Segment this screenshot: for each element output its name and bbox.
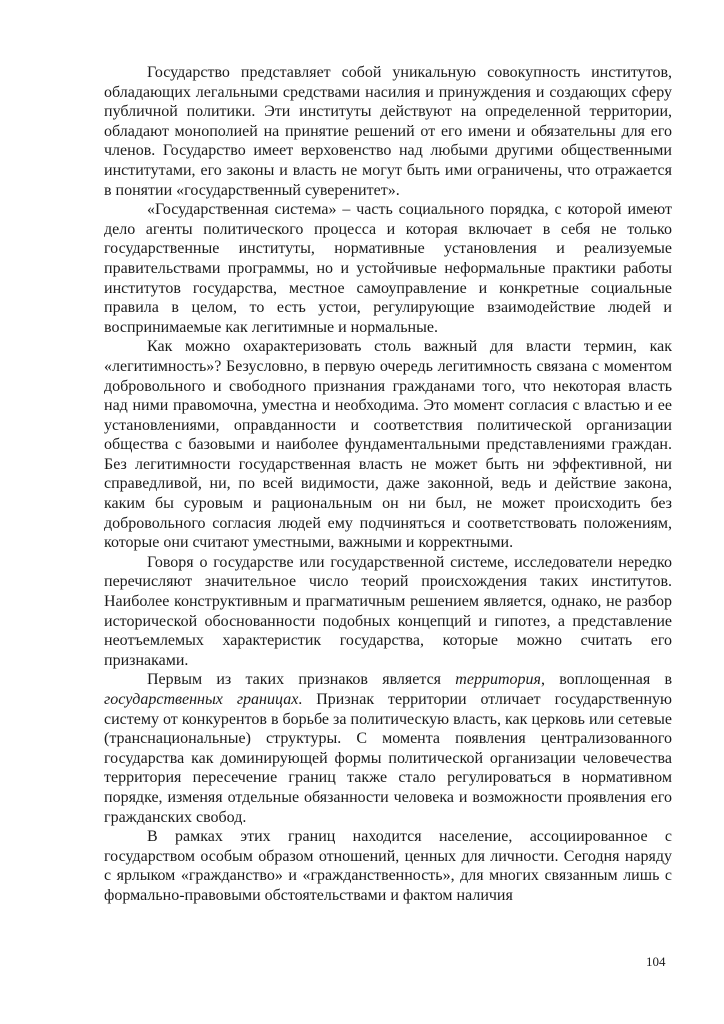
territory-term: территория bbox=[455, 671, 541, 689]
paragraph-state-definition: Государство представляет собой уникальную совокупность институтов, обладающих легальными средствами насилия и принуждения и создающих сферу публичной политики. Эти институты действуют на определенной территории, обладают монополией на принятие решений от его имени и обязательны для его членов. Государство имеет верховенство над любыми другими общественными институтами, его законы и власть не могут быть ими ограничены, что отражается в понятии «государственный суверенитет». bbox=[104, 64, 672, 199]
borders-term: государственных границах bbox=[104, 691, 299, 708]
paragraph-state-system: «Государственная система» – часть социального порядка, с которой имеют дело агенты политического процесса и которая включает в себя не только государственные институты, нормативные установления и реализуемые правительствами программы, но и устойчивые неформальные практики работы институтов государства, местное самоуправление и конкретные социальные правила в целом, то есть устои, регулирующие взаимодействие людей и воспринимаемые как легитимные и нормальные. bbox=[104, 201, 672, 336]
paragraph-state-features: Говоря о государстве или государственной системе, исследователи нередко перечисляют значительное число теорий происхождения таких институтов. Наиболее конструктивным и прагматичным решением является, однако, не разбор исторической обоснованности подобных концепций и гипотез, а представление неотъемлемых характеристик государства, которые можно считать его признаками. bbox=[104, 553, 672, 669]
page-number: 104 bbox=[646, 954, 666, 969]
paragraph-territory bbox=[104, 670, 672, 827]
territory-text-1: Первым из таких признаков является bbox=[147, 671, 456, 689]
paragraph-population: В рамках этих границ находится население, ассоциированное с государством особым образом отношений, ценных для личности. Сегодня наряду с ярлыком «гражданство» и «гражданственность», для многих связанным лишь с формально-правовыми обстоятельствами и фактом наличия bbox=[104, 828, 672, 904]
territory-text-2: , воплощенная в bbox=[540, 671, 672, 689]
paragraph-legitimacy: Как можно охарактеризовать столь важный для власти термин, как «легитимность»? Безусловно, в первую очередь легитимность связана с моментом добровольного и свободного признания гражданами того, что некоторая власть над ними правомочна, уместна и необходима. Это момент согласия с властью и ее установлениями, оправданности и соответствия политической организации общества с базовыми и наиболее фундаментальными представлениями граждан. Без легитимности государственная власть не может быть ни эффективной, ни справедливой, ни, по всей видимости, даже законной, ведь и действие закона, каким бы суровым и рациональным он ни был, не может происходить без добровольного согласия людей ему подчиняться и соответствовать положениям, которые они считают уместными, важными и корректными. bbox=[104, 338, 672, 552]
territory-text-3: . Признак территории отличает государственную систему от конкурентов в борьбе за политическую власть, как церковь или сетевые (транснациональные) структуры. С момента появления централизованного государства как доминирующей формы политической организации человечества территория пересечение границ также стало регулироваться в нормативном порядке, изменяя отдельные обязанности человека и возможности проявления его гражданских свобод. bbox=[104, 691, 673, 826]
page-body bbox=[104, 63, 672, 906]
